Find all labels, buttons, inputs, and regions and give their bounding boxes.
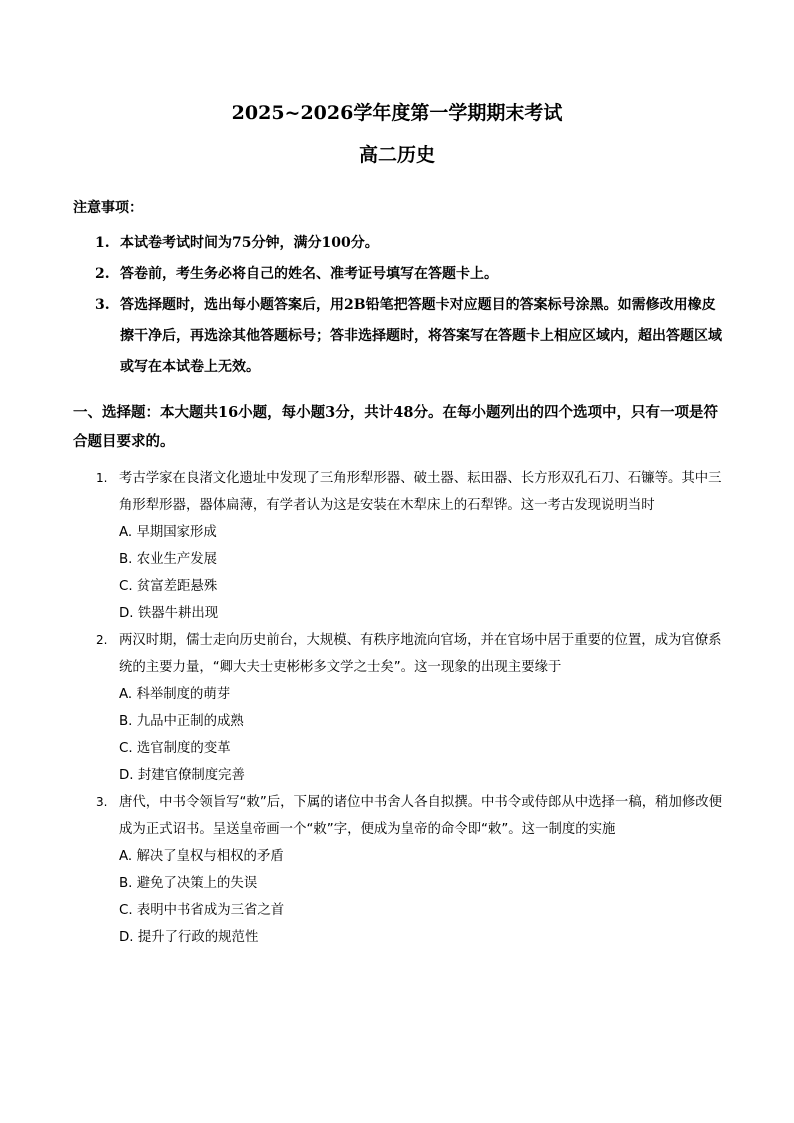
question-list xyxy=(96,465,724,951)
notice-item-text: 答卷前，考生务必将自己的姓名、准考证号填写在答题卡上。 xyxy=(120,266,498,282)
question-stem: 考古学家在良渚文化遗址中发现了三角形犁形器、破土器、耘田器、长方形双孔石刀、石镰等。其中三角形犁形器，器体扁薄，有学者认为这是安装在木犁床上的石犁铧。这一考古发现说明当时 xyxy=(119,471,722,513)
option-b: B. 避免了决策上的失误 xyxy=(119,876,258,891)
section-heading: 一、选择题：本大题共16小题，每小题3分，共计48分。在每小题列出的四个选项中，只有一项是符合题目要求的。 xyxy=(73,404,718,450)
option-a: A. 科举制度的萌芽 xyxy=(119,687,231,702)
question-stem: 唐代，中书令领旨写“敕”后，下属的诸位中书舍人各自拟撰。中书令或侍郎从中选择一稿，稍加修改便成为正式诏书。呈送皇帝画一个“敕”字，便成为皇帝的命令即“敕”。这一制度的实施 xyxy=(119,795,723,837)
question-1 xyxy=(96,465,724,627)
notice-list xyxy=(95,228,725,383)
option-c: C. 贫富差距悬殊 xyxy=(119,579,218,594)
question-3 xyxy=(96,789,724,951)
notice-item-number: 1. xyxy=(95,235,110,251)
notice-item-text: 本试卷考试时间为75分钟，满分100分。 xyxy=(120,235,379,251)
question-number: 3. xyxy=(96,795,108,809)
question-number: 1. xyxy=(96,471,108,485)
notice-item-number: 2. xyxy=(95,266,110,282)
question-number: 2. xyxy=(96,633,108,647)
question-2 xyxy=(96,627,724,789)
option-d: D. 提升了行政的规范性 xyxy=(119,930,259,945)
notice-item-number: 3. xyxy=(95,297,110,313)
option-d: D. 封建官僚制度完善 xyxy=(119,768,245,783)
notice-item xyxy=(95,290,725,383)
notice-item-text: 答选择题时，选出每小题答案后，用2B铅笔把答题卡对应题目的答案标号涂黑。如需修改用橡皮擦干净后，再选涂其他答题标号；答非选择题时，将答案写在答题卡上相应区域内，超出答题区域或写在本试卷上无效。 xyxy=(120,297,722,375)
option-d: D. 铁器牛耕出现 xyxy=(119,606,219,621)
exam-title: 2025~2026学年度第一学期期末考试 xyxy=(231,102,563,124)
notice-item xyxy=(95,259,725,290)
exam-subject: 高二历史 xyxy=(358,144,435,166)
notice-heading: 注意事项： xyxy=(73,200,143,216)
option-c: C. 表明中书省成为三省之首 xyxy=(119,903,285,918)
option-a: A. 早期国家形成 xyxy=(119,525,217,540)
notice-item xyxy=(95,228,725,259)
option-c: C. 选官制度的变革 xyxy=(119,741,231,756)
option-b: B. 九品中正制的成熟 xyxy=(119,714,244,729)
option-a: A. 解决了皇权与相权的矛盾 xyxy=(119,849,284,864)
question-stem: 两汉时期，儒士走向历史前台，大规模、有秩序地流向官场，并在官场中居于重要的位置，成为官僚系统的主要力量，“卿大夫士吏彬彬多文学之士矣”。这一现象的出现主要缘于 xyxy=(119,633,722,675)
option-b: B. 农业生产发展 xyxy=(119,552,218,567)
